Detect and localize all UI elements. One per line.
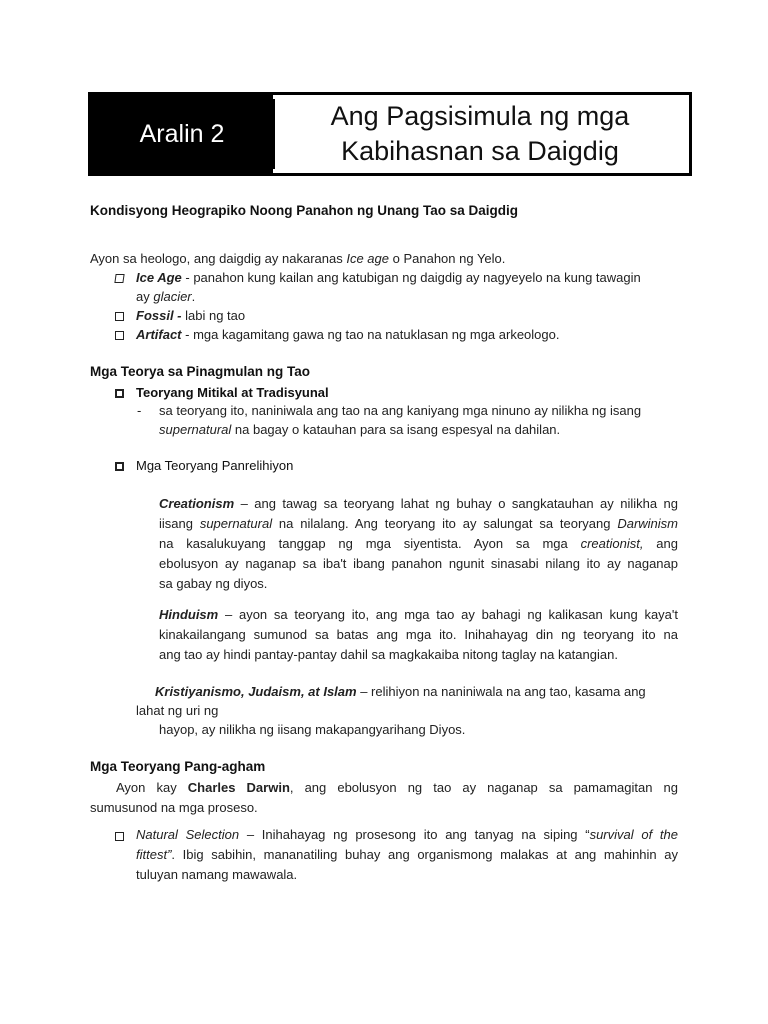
mythical-theory-text-line2: supernatural na bagay o katauhan para sa isang espesyal na dahilan.: [159, 422, 561, 437]
paragraph-kristiyanismo-line3: hayop, ay nilikha ng iisang makapangyarihang Diyos.: [159, 722, 466, 737]
paragraph-kristiyanismo-line2: lahat ng uri ng: [136, 703, 219, 718]
paragraph-natural-selection: Natural Selection – Inihahayag ng prosesong ito ang tanyag na siping “survival of the fittest”. Ibig sabihin, mananatiling buhay ang organismong malakas at ang mahinhin ay tuluyan namang mawawala.: [136, 827, 679, 882]
lesson-title-line1: Ang Pagsisimula ng mga: [330, 101, 630, 131]
section-heading-origin-theories: Mga Teorya sa Pinagmulan ng Tao: [90, 364, 311, 379]
paragraph-hinduism: Hinduism – ayon sa teoryang ito, ang mga tao ay bahagi ng kalikasan kung kaya't kinakailangang sumunod sa batas ang mga ito. Inihahayag din ng teoryang ito na ang tao ay hindi pantay-pantay dahil sa magkakaiba nitong taglay na katangian.: [159, 607, 678, 662]
lesson-title: [331, 99, 630, 169]
paragraph-kristiyanismo: Kristiyanismo, Judaism, at Islam – relihiyon na naniniwala na ang tao, kasama ang: [155, 684, 646, 699]
lesson-number-box: [91, 95, 273, 173]
checkbox-icon: [115, 389, 124, 398]
section-heading-scientific-theories: Mga Teoryang Pang-agham: [90, 759, 266, 774]
checkbox-icon: [115, 331, 124, 340]
list-item-ice-age-cont: ay glacier.: [136, 289, 196, 304]
paragraph-darwin-intro: Ayon kay Charles Darwin, ang ebolusyon ng tao ay naganap sa pamamagitan ng sumusunod na mga proseso.: [90, 780, 678, 815]
list-item-ice-age: Ice Age - panahon kung kailan ang katubigan ng daigdig ay nagyeyelo na kung tawagin: [136, 270, 641, 285]
checkbox-icon: [114, 274, 124, 283]
dash-marker: -: [137, 403, 142, 418]
list-item-artifact: Artifact - mga kagamitang gawa ng tao na natuklasan ng mga arkeologo.: [136, 327, 560, 342]
section-heading-geography: Kondisyong Heograpiko Noong Panahon ng Unang Tao sa Daigdig: [90, 203, 519, 218]
subheading-mythical-theory: Teoryang Mitikal at Tradisyunal: [136, 385, 329, 400]
paragraph-ice-age-intro: Ayon sa heologo, ang daigdig ay nakaranas Ice age o Panahon ng Yelo.: [90, 251, 506, 266]
subheading-religious-theories: Mga Teoryang Panrelihiyon: [136, 458, 294, 473]
lesson-header: [88, 92, 692, 176]
mythical-theory-text-line1: sa teoryang ito, naniniwala ang tao na ang kaniyang mga ninuno ay nilikha ng isang: [159, 403, 642, 418]
checkbox-icon: [115, 312, 124, 321]
checkbox-icon: [115, 462, 124, 471]
lesson-title-box: [273, 99, 685, 169]
lesson-title-line2: Kabihasnan sa Daigdig: [341, 136, 619, 166]
list-item-fossil: Fossil - labi ng tao: [136, 308, 246, 323]
checkbox-icon: [115, 832, 124, 841]
paragraph-creationism: Creationism – ang tawag sa teoryang lahat ng buhay o sangkatauhan ay nilikha ng iisang supernatural na nilalang. Ang teoryang ito ay salungat sa teoryang Darwinism na kasalukuyang tanggap ng mga siyentista. Ayon sa mga creationist, ang ebolusyon ay naganap sa iba't ibang panahon ngunit sinasabi nilang ito ay naganap sa gabay ng diyos.: [159, 496, 678, 591]
lesson-number: Aralin 2: [139, 119, 225, 148]
